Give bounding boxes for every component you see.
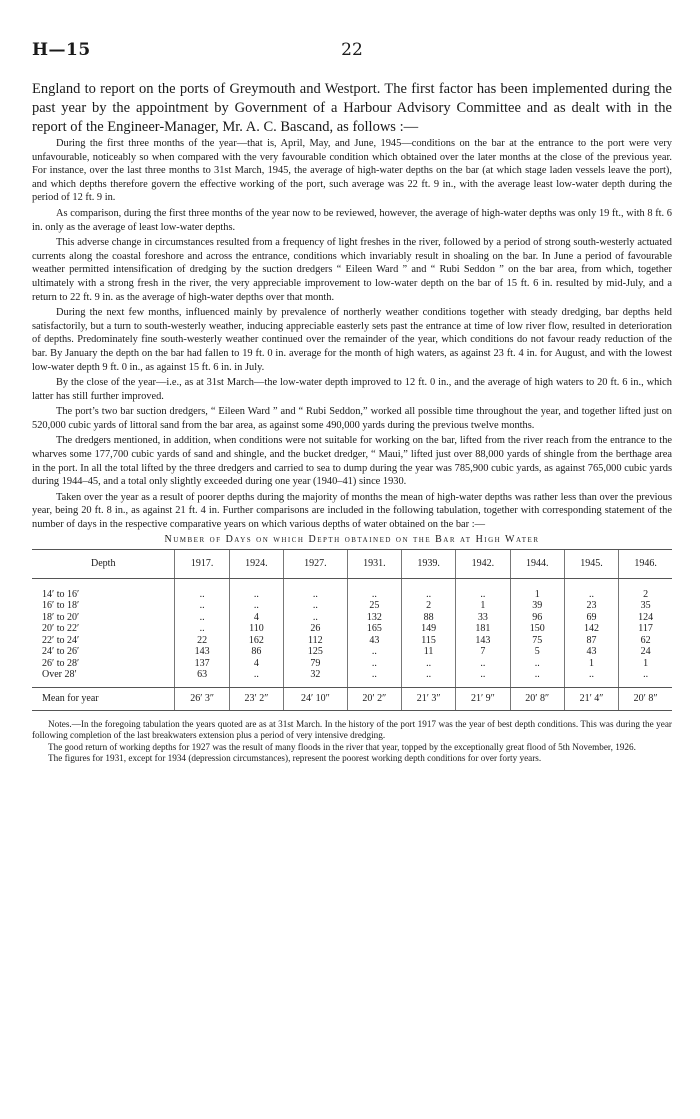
value-cell: .. (510, 669, 564, 687)
value-cell: 43 (347, 635, 401, 647)
depth-table (32, 549, 672, 711)
value-cell: 4 (229, 612, 283, 624)
value-cell: .. (175, 623, 229, 635)
value-cell: 79 (284, 658, 348, 670)
paragraph: As comparison, during the first three months of the year now to be reviewed, however, the average of high-water depths was only 19 ft., with 8 ft. 6 in. only as the average of least low-water depths. (32, 207, 672, 233)
table-row (32, 646, 672, 658)
note: The good return of working depths for 1927 was the result of many floods in the river that year, topped by the exceptionally great flood of 5th November, 1926. (48, 741, 636, 752)
value-cell: 75 (510, 635, 564, 647)
value-cell: 137 (175, 658, 229, 670)
value-cell: .. (401, 658, 455, 670)
value-cell: .. (456, 658, 510, 670)
value-cell: 132 (347, 612, 401, 624)
value-cell: 4 (229, 658, 283, 670)
value-cell: 22 (175, 635, 229, 647)
table-row (32, 635, 672, 647)
mean-cell: 20′ 8″ (619, 687, 672, 710)
paragraph: This adverse change in circumstances resulted from a frequency of light freshes in the river, followed by a period of strong south-westerly actuated currents along the coastal foreshore and across the entrance, conditions which invariably result in shoaling on the bar. In June a period of favourable weather permitted intensification of dredging by the suction dredgers “ Eileen Ward ” and “ Rubi Seddon ” on the bar area, from which, together ultimately with a strong fresh in the river, the very appreciable improvement to low-water depth on the bar of 15 ft. 6 in. resulted by mid-July, and a return to 22 ft. 9 in. as the average of high-water depths over that month. (32, 237, 672, 303)
mean-cell: 23′ 2″ (229, 687, 283, 710)
depth-cell: 16′ to 18′ (42, 600, 80, 612)
value-cell: 110 (229, 623, 283, 635)
value-cell: .. (456, 578, 510, 600)
value-cell: .. (284, 600, 348, 612)
depth-cell: 26′ to 28′ (42, 657, 80, 669)
paragraph: During the first three months of the year—that is, April, May, and June, 1945—conditions on the bar at the entrance to the port were very unfavourable, noticeably so when compared with the very favourable condition which obtained over the later months at the close of the previous year. For instance, over the last three months to 31st March, 1945, the average of high-water depths on the bar (at which stage laden vessels leave the port), and which depths therefore govern the effective working of the port, such average was 22 ft. 9 in., with the average least low-water depth during the period of 12 ft. 9 in. (32, 138, 672, 204)
note: The figures for 1931, except for 1934 (depression circumstances), represent the poorest working depth conditions for over forty years. (48, 753, 542, 764)
table-title: Number of Days on which Depth obtained on the Bar at High Water (164, 533, 540, 545)
page-header (32, 40, 672, 68)
value-cell: 142 (564, 623, 618, 635)
value-cell: 165 (347, 623, 401, 635)
table-row (32, 658, 672, 670)
value-cell: 181 (456, 623, 510, 635)
value-cell: .. (510, 658, 564, 670)
value-cell: 87 (564, 635, 618, 647)
value-cell: .. (175, 600, 229, 612)
value-cell: .. (347, 646, 401, 658)
value-cell: 26 (284, 623, 348, 635)
table-notes (32, 719, 672, 765)
depth-cell: 20′ to 22′ (42, 623, 80, 635)
value-cell: .. (401, 578, 455, 600)
value-cell: 23 (564, 600, 618, 612)
mean-cell: 24′ 10″ (284, 687, 348, 710)
value-cell: 1 (510, 578, 564, 600)
value-cell: 63 (175, 669, 229, 687)
paragraph: The dredgers mentioned, in addition, when conditions were not suitable for working on the bar, lifted from the river reach from the entrance to the wharves some 177,700 cubic yards of sand and shingle, and the bucket dredger, “ Maui,” lifted just over 88,000 yards of shingle from the berthage area in the port. In all the total lifted by the three dredgers and carried to sea to dump during the year was 785,900 cubic yards, as against 765,000 cubic yards during 1944–45, and a total only slightly exceeded during one year (1940–41) since 1930. (32, 435, 672, 488)
value-cell: .. (619, 669, 672, 687)
value-cell: 149 (401, 623, 455, 635)
paragraph: By the close of the year—i.e., as at 31st March—the low-water depth improved to 12 ft. 0 in., and the average of high waters to 20 ft. 6 in., which latter has still further improved. (32, 377, 672, 402)
value-cell: 33 (456, 612, 510, 624)
value-cell: 24 (619, 646, 672, 658)
value-cell: 5 (510, 646, 564, 658)
value-cell: .. (401, 669, 455, 687)
value-cell: .. (456, 669, 510, 687)
mean-row (32, 687, 672, 710)
value-cell: .. (347, 658, 401, 670)
value-cell: 150 (510, 623, 564, 635)
document-page (32, 40, 672, 765)
value-cell: 32 (284, 669, 348, 687)
column-header: Depth (32, 549, 175, 578)
value-cell: 1 (619, 658, 672, 670)
paragraph: The port’s two bar suction dredgers, “ Eileen Ward ” and “ Rubi Seddon,” worked all possible time throughout the year, and together lifted just on 520,000 cubic yards of littoral sand from the bar area, as against some 490,000 yards during the previous twelve months. (32, 406, 672, 431)
value-cell: 96 (510, 612, 564, 624)
value-cell: .. (229, 600, 283, 612)
value-cell: 69 (564, 612, 618, 624)
column-header: 1924. (229, 549, 283, 578)
column-header: 1946. (619, 549, 672, 578)
value-cell: .. (229, 578, 283, 600)
value-cell: 1 (456, 600, 510, 612)
paragraph: Taken over the year as a result of poorer depths during the majority of months the mean of high-water depths was rather less than over the previous year, being 20 ft. 8 in., as against 21 ft. 4 in. Further comparisons are included in the following tabulation, together with corresponding statement of the number of days in the respective comparative years on which various depths of water obtained on the bar :— (32, 491, 672, 531)
table-row (32, 623, 672, 635)
depth-cell: 14′ to 16′ (42, 588, 80, 600)
mean-cell: 21′ 3″ (401, 687, 455, 710)
value-cell: 43 (564, 646, 618, 658)
value-cell: 2 (619, 578, 672, 600)
value-cell: .. (284, 578, 348, 600)
mean-cell: 21′ 4″ (564, 687, 618, 710)
depth-cell: 24′ to 26′ (42, 646, 80, 658)
mean-label: Mean for year (32, 687, 175, 710)
value-cell: .. (347, 669, 401, 687)
value-cell: .. (175, 612, 229, 624)
document-reference: H—15 (32, 40, 91, 60)
value-cell: 125 (284, 646, 348, 658)
value-cell: 39 (510, 600, 564, 612)
value-cell: .. (564, 669, 618, 687)
lead-paragraph: England to report on the ports of Greymouth and Westport. The first factor has been implemented during the past year by the appointment by Government of a Harbour Advisory Committee and as dealt with in the report of the Engineer-Manager, Mr. A. C. Bascand, as follows :— (32, 81, 672, 135)
value-cell: 143 (456, 635, 510, 647)
page-number: 22 (341, 40, 363, 60)
body-text (32, 137, 672, 532)
mean-cell: 20′ 2″ (347, 687, 401, 710)
table-row (32, 669, 672, 687)
paragraph: During the next few months, influenced mainly by prevalence of northerly weather conditions together with steady dredging, bar depths held satisfactorily, but a turn to south-westerly weather, inducing appreciable easterly sets past the entrance at time of low river flow, resulted in deterioration of depths. Predominately fine south-westerly weather continued over the remainder of the year, which conditions do not favour ready reduction of the bar. By January the depth on the bar had fallen to 19 ft. 0 in. average for the month of high waters, as against 23 ft. 4 in. for August, and with the lowest low-water depth 9 ft. 0 in., as against 15 ft. 6 in. in July. (32, 307, 672, 373)
value-cell: .. (347, 578, 401, 600)
value-cell: 86 (229, 646, 283, 658)
mean-cell: 20′ 8″ (510, 687, 564, 710)
value-cell: .. (229, 669, 283, 687)
mean-cell: 21′ 9″ (456, 687, 510, 710)
value-cell: 88 (401, 612, 455, 624)
mean-cell: 26′ 3″ (175, 687, 229, 710)
value-cell: 7 (456, 646, 510, 658)
value-cell: 2 (401, 600, 455, 612)
column-header: 1939. (401, 549, 455, 578)
column-header: 1931. (347, 549, 401, 578)
column-header: 1927. (284, 549, 348, 578)
note: Notes.—In the foregoing tabulation the years quoted are as at 31st March. In the history of the port 1917 was the year of best depth conditions. This was during the year following completion of the last breakwaters extension plus a period of very intensive dredging. (32, 718, 672, 741)
value-cell: .. (175, 578, 229, 600)
value-cell: 117 (619, 623, 672, 635)
value-cell: 11 (401, 646, 455, 658)
depth-cell: 22′ to 24′ (42, 634, 80, 646)
value-cell: .. (564, 578, 618, 600)
column-header: 1942. (456, 549, 510, 578)
value-cell: 1 (564, 658, 618, 670)
value-cell: 124 (619, 612, 672, 624)
column-header: 1945. (564, 549, 618, 578)
depth-cell: 18′ to 20′ (42, 611, 80, 623)
table-body (32, 578, 672, 710)
column-header: 1917. (175, 549, 229, 578)
value-cell: 112 (284, 635, 348, 647)
value-cell: 143 (175, 646, 229, 658)
column-header: 1944. (510, 549, 564, 578)
value-cell: 25 (347, 600, 401, 612)
value-cell: 62 (619, 635, 672, 647)
table-row (32, 600, 672, 612)
value-cell: .. (284, 612, 348, 624)
value-cell: 162 (229, 635, 283, 647)
value-cell: 35 (619, 600, 672, 612)
table-row (32, 612, 672, 624)
table-row (32, 578, 672, 600)
depth-cell: Over 28′ (32, 669, 175, 687)
table-header-row (32, 549, 672, 578)
value-cell: 115 (401, 635, 455, 647)
